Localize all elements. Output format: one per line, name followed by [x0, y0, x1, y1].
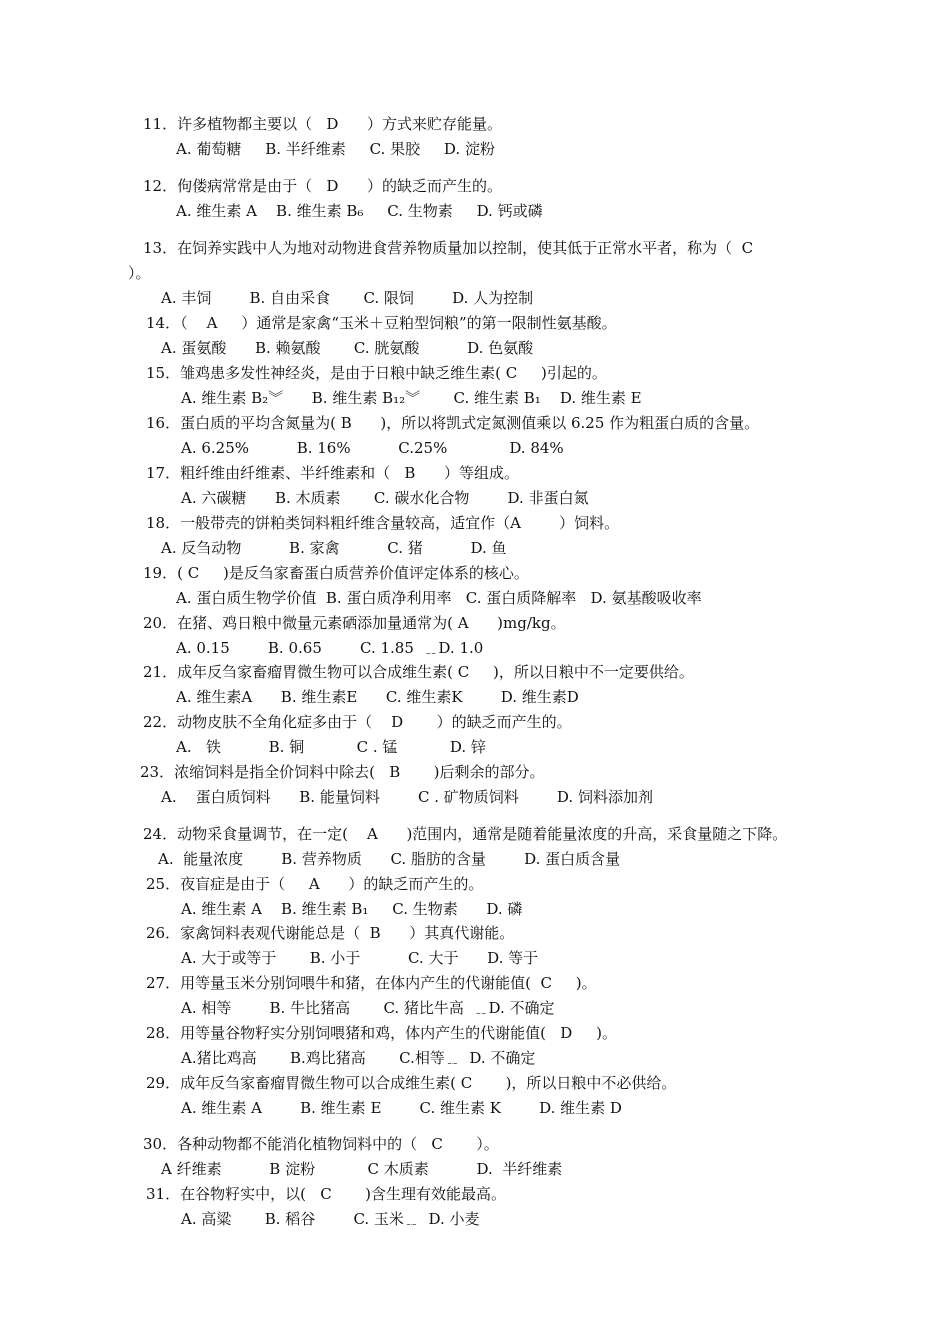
question-22: 22．动物皮肤不全角化症多由于（ D ）的缺乏而产生的。	[143, 713, 572, 731]
options-24: A. 能量浓度 B. 营养物质 C. 脂肪的含量 D. 蛋白质含量	[158, 850, 621, 868]
question-26: 26．家禽饲料表观代谢能总是（ B ）其真代谢能。	[146, 924, 515, 942]
question-19: 19．( C )是反刍家畜蛋白质营养价值评定体系的核心。	[143, 564, 529, 582]
question-13-cont: ）。	[128, 264, 151, 282]
options-18: A. 反刍动物 B. 家禽 C. 猪 D. 鱼	[161, 539, 507, 557]
question-16: 16．蛋白质的平均含氮量为( B )，所以将凯式定氮测值乘以 6.25 作为粗蛋白质的含量。	[146, 414, 760, 432]
question-11: 11．许多植物都主要以（ D ）方式来贮存能量。	[143, 115, 503, 133]
options-21: A. 维生素A B. 维生素E C. 维生素K D. 维生素D	[176, 688, 579, 706]
options-30: A 纤维素 B 淀粉 C 木质素 D. 半纤维素	[161, 1160, 563, 1178]
question-30: 30．各种动物都不能消化植物饲料中的（ C ）。	[143, 1135, 499, 1153]
question-17: 17．粗纤维由纤维素、半纤维素和（ B ）等组成。	[146, 464, 520, 482]
options-20: A. 0.15 B. 0.65 C. 1.85 ﹎D. 1.0	[176, 639, 484, 657]
question-24: 24．动物采食量调节，在一定( A )范围内，通常是随着能量浓度的升高，采食量随之下降。	[143, 825, 788, 843]
options-22: A. 铁 B. 铜 C . 锰 D. 锌	[176, 738, 486, 756]
options-23: A. 蛋白质饲料 B. 能量饲料 C . 矿物质饲料 D. 饲料添加剂	[161, 788, 653, 806]
options-15: A. 维生素 B₂︾ B. 维生素 B₁₂︾ C. 维生素 B₁ D. 维生素 E	[181, 389, 642, 407]
question-27: 27．用等量玉米分别饲喂牛和猪，在体内产生的代谢能值( C )。	[146, 974, 597, 992]
options-14: A. 蛋氨酸 B. 赖氨酸 C. 胱氨酸 D. 色氨酸	[161, 339, 534, 357]
question-28: 28．用等量谷物籽实分别饲喂猪和鸡，体内产生的代谢能值( D )。	[146, 1024, 617, 1042]
options-25: A. 维生素 A B. 维生素 B₁ C. 生物素 D. 磷	[181, 900, 523, 918]
options-26: A. 大于或等于 B. 小于 C. 大于 D. 等于	[181, 949, 539, 967]
options-17: A. 六碳糖 B. 木质素 C. 碳水化合物 D. 非蛋白氮	[181, 489, 589, 507]
options-16: A. 6.25% B. 16% C.25% D. 84%	[181, 439, 564, 457]
question-15: 15．雏鸡患多发性神经炎，是由于日粮中缺乏维生素( C )引起的。	[146, 364, 607, 382]
options-31: A. 高粱 B. 稻谷 C. 玉米﹎ D. 小麦	[181, 1210, 480, 1228]
options-11: A. 葡萄糖 B. 半纤维素 C. 果胶 D. 淀粉	[176, 140, 495, 158]
options-29: A. 维生素 A B. 维生素 E C. 维生素 K D. 维生素 D	[181, 1099, 622, 1117]
options-13: A. 丰饲 B. 自由采食 C. 限饲 D. 人为控制	[161, 289, 534, 307]
question-12: 12．佝偻病常常是由于（ D ）的缺乏而产生的。	[143, 177, 503, 195]
question-23: 23．浓缩饲料是指全价饲料中除去( B )后剩余的部分。	[140, 763, 545, 781]
options-27: A. 相等 B. 牛比猪高 C. 猪比牛高 ﹎D. 不确定	[181, 999, 555, 1017]
question-14: 14．（ A ）通常是家禽“玉米＋豆粕型饲粮”的第一限制性氨基酸。	[146, 314, 617, 332]
question-18: 18．一般带壳的饼粕类饲料粗纤维含量较高，适宜作（A ）饲料。	[146, 514, 620, 532]
question-31: 31．在谷物籽实中，以( C )含生理有效能最高。	[146, 1185, 506, 1203]
question-20: 20．在猪、鸡日粮中微量元素硒添加量通常为( A )mg/kg。	[143, 614, 566, 632]
question-25: 25．夜盲症是由于（ A ）的缺乏而产生的。	[146, 875, 484, 893]
question-13: 13．在饲养实践中人为地对动物进食营养物质量加以控制，使其低于正常水平者，称为（ C	[143, 239, 754, 257]
question-29: 29．成年反刍家畜瘤胃微生物可以合成维生素( C )，所以日粮中不必供给。	[146, 1074, 677, 1092]
options-12: A. 维生素 A B. 维生素 B₆ C. 生物素 D. 钙或磷	[176, 202, 543, 220]
question-21: 21．成年反刍家畜瘤胃微生物可以合成维生素( C )，所以日粮中不一定要供给。	[143, 663, 694, 681]
options-28: A.猪比鸡高 B.鸡比猪高 C.相等﹎ D. 不确定	[181, 1049, 536, 1067]
options-19: A. 蛋白质生物学价值 B. 蛋白质净利用率 C. 蛋白质降解率 D. 氨基酸吸收率	[176, 589, 702, 607]
